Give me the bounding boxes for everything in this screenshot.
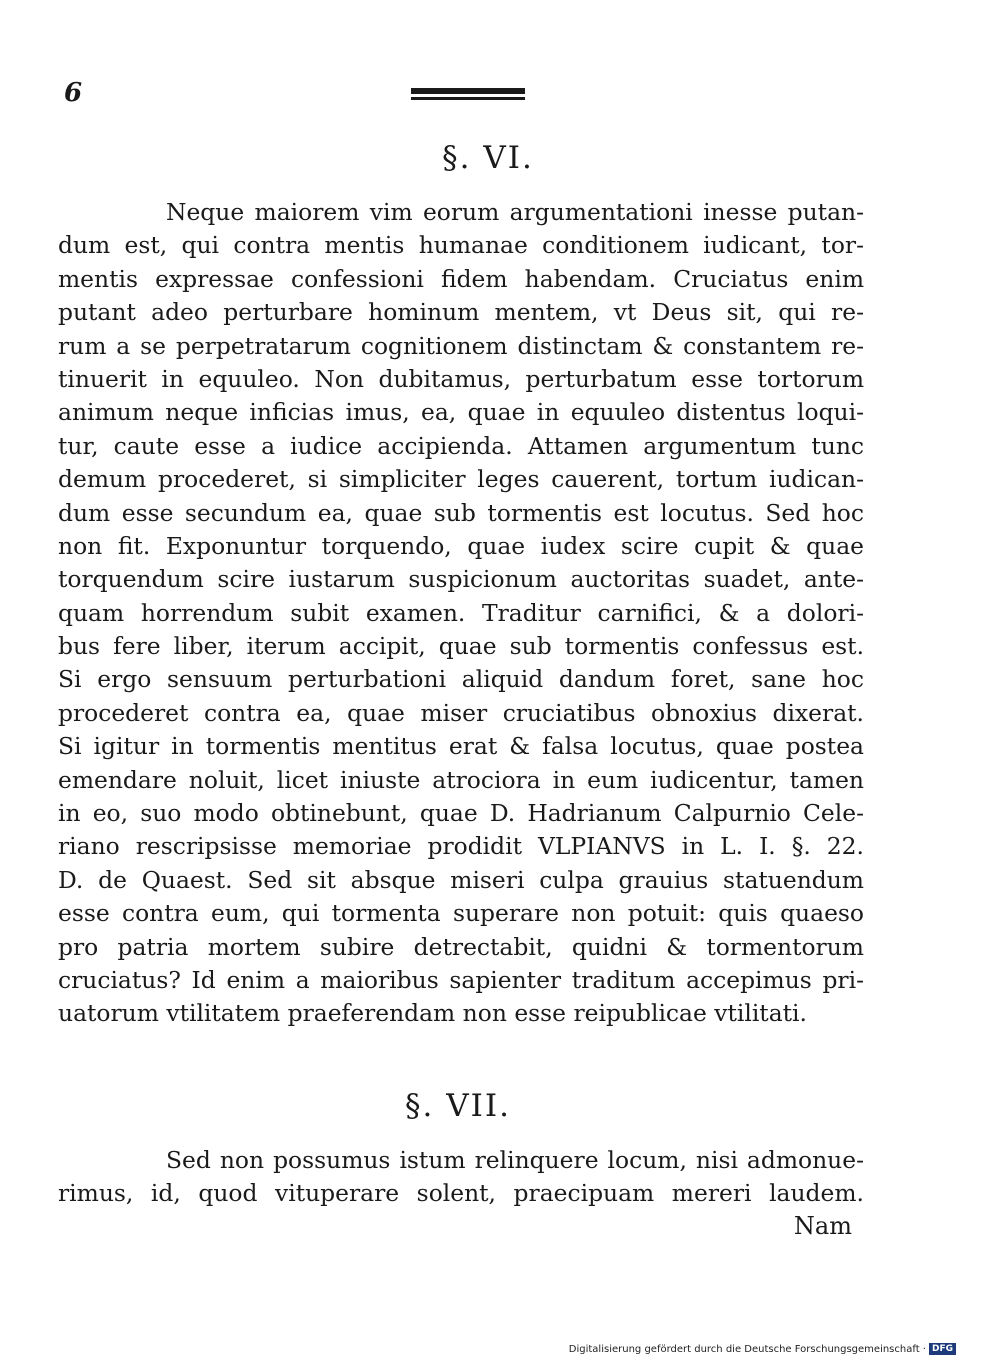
text-line: tur, caute esse a iudice accipienda. Attamen argumentum tunc — [58, 431, 864, 460]
text-line: putant adeo perturbare hominum mentem, vt Deus sit, qui re- — [58, 298, 864, 327]
ornament-rule-top — [411, 88, 525, 94]
digitization-footer — [569, 1343, 956, 1355]
footer-text: Digitalisierung gefördert durch die Deutsche Forschungsgemeinschaft · — [568, 1343, 926, 1355]
catchword: Nam — [793, 1212, 852, 1240]
text-line: emendare noluit, licet iniuste atrociora in eum iudicentur, tamen — [58, 765, 864, 794]
text-line: mentis expressae confessioni fidem habendam. Cruciatus enim — [58, 264, 864, 293]
text-line: tinuerit in equuleo. Non dubitamus, perturbatum esse tortorum — [58, 364, 864, 393]
text-line: animum neque inficias imus, ea, quae in equuleo distentus loqui- — [58, 398, 864, 427]
header-ornament — [411, 88, 525, 102]
page-number: 6 — [64, 78, 83, 108]
text-line: Neque maiorem vim eorum argumentationi inesse putan- — [166, 198, 864, 226]
text-line: rimus, id, quod vituperare solent, praecipuam mereri laudem. — [58, 1179, 864, 1208]
text-line: rum a se perpetratarum cognitionem distinctam & constantem re- — [58, 331, 864, 360]
text-line: bus fere liber, iterum accipit, quae sub tormentis confessus est. — [58, 632, 864, 661]
section-text — [58, 196, 864, 1031]
text-line: dum est, qui contra mentis humanae conditionem iudicant, tor- — [58, 231, 864, 260]
section-heading: §. VII. — [405, 1088, 511, 1124]
text-line: D. de Quaest. Sed sit absque miseri culpa grauius statuendum — [58, 865, 864, 894]
text-line: esse contra eum, qui tormenta superare non potuit: quis quaeso — [58, 899, 864, 928]
text-line: procederet contra ea, quae miser cruciatibus obnoxius dixerat. — [58, 698, 864, 727]
section-text — [58, 1144, 864, 1211]
dfg-logo: DFG — [929, 1343, 956, 1355]
text-line: demum procederet, si simpliciter leges cauerent, tortum iudican- — [58, 465, 864, 494]
text-line: Si ergo sensuum perturbationi aliquid dandum foret, sane hoc — [58, 665, 864, 694]
text-line: Sed non possumus istum relinquere locum, nisi admonue- — [166, 1146, 864, 1174]
section-heading: §. VI. — [442, 140, 534, 176]
text-line: pro patria mortem subire detrectabit, quidni & tormentorum — [58, 932, 864, 961]
text-line: torquendum scire iustarum suspicionum auctoritas suadet, ante- — [58, 565, 864, 594]
text-line: quam horrendum subit examen. Traditur carnifici, & a dolori- — [58, 598, 864, 627]
text-line: uatorum vtilitatem praeferendam non esse reipublicae vtilitati. — [58, 999, 807, 1028]
ornament-rule-bottom — [411, 97, 525, 100]
text-line: cruciatus? Id enim a maioribus sapienter traditum accepimus pri- — [58, 965, 864, 994]
text-line: non fit. Exponuntur torquendo, quae iudex scire cupit & quae — [58, 531, 864, 560]
text-line: dum esse secundum ea, quae sub tormentis est locutus. Sed hoc — [58, 498, 864, 527]
text-line: Si igitur in tormentis mentitus erat & falsa locutus, quae postea — [58, 732, 864, 761]
text-line: in eo, suo modo obtinebunt, quae D. Hadrianum Calpurnio Cele- — [58, 799, 864, 828]
text-line: riano rescripsisse memoriae prodidit VLPIANVS in L. I. §. 22. — [58, 832, 864, 861]
